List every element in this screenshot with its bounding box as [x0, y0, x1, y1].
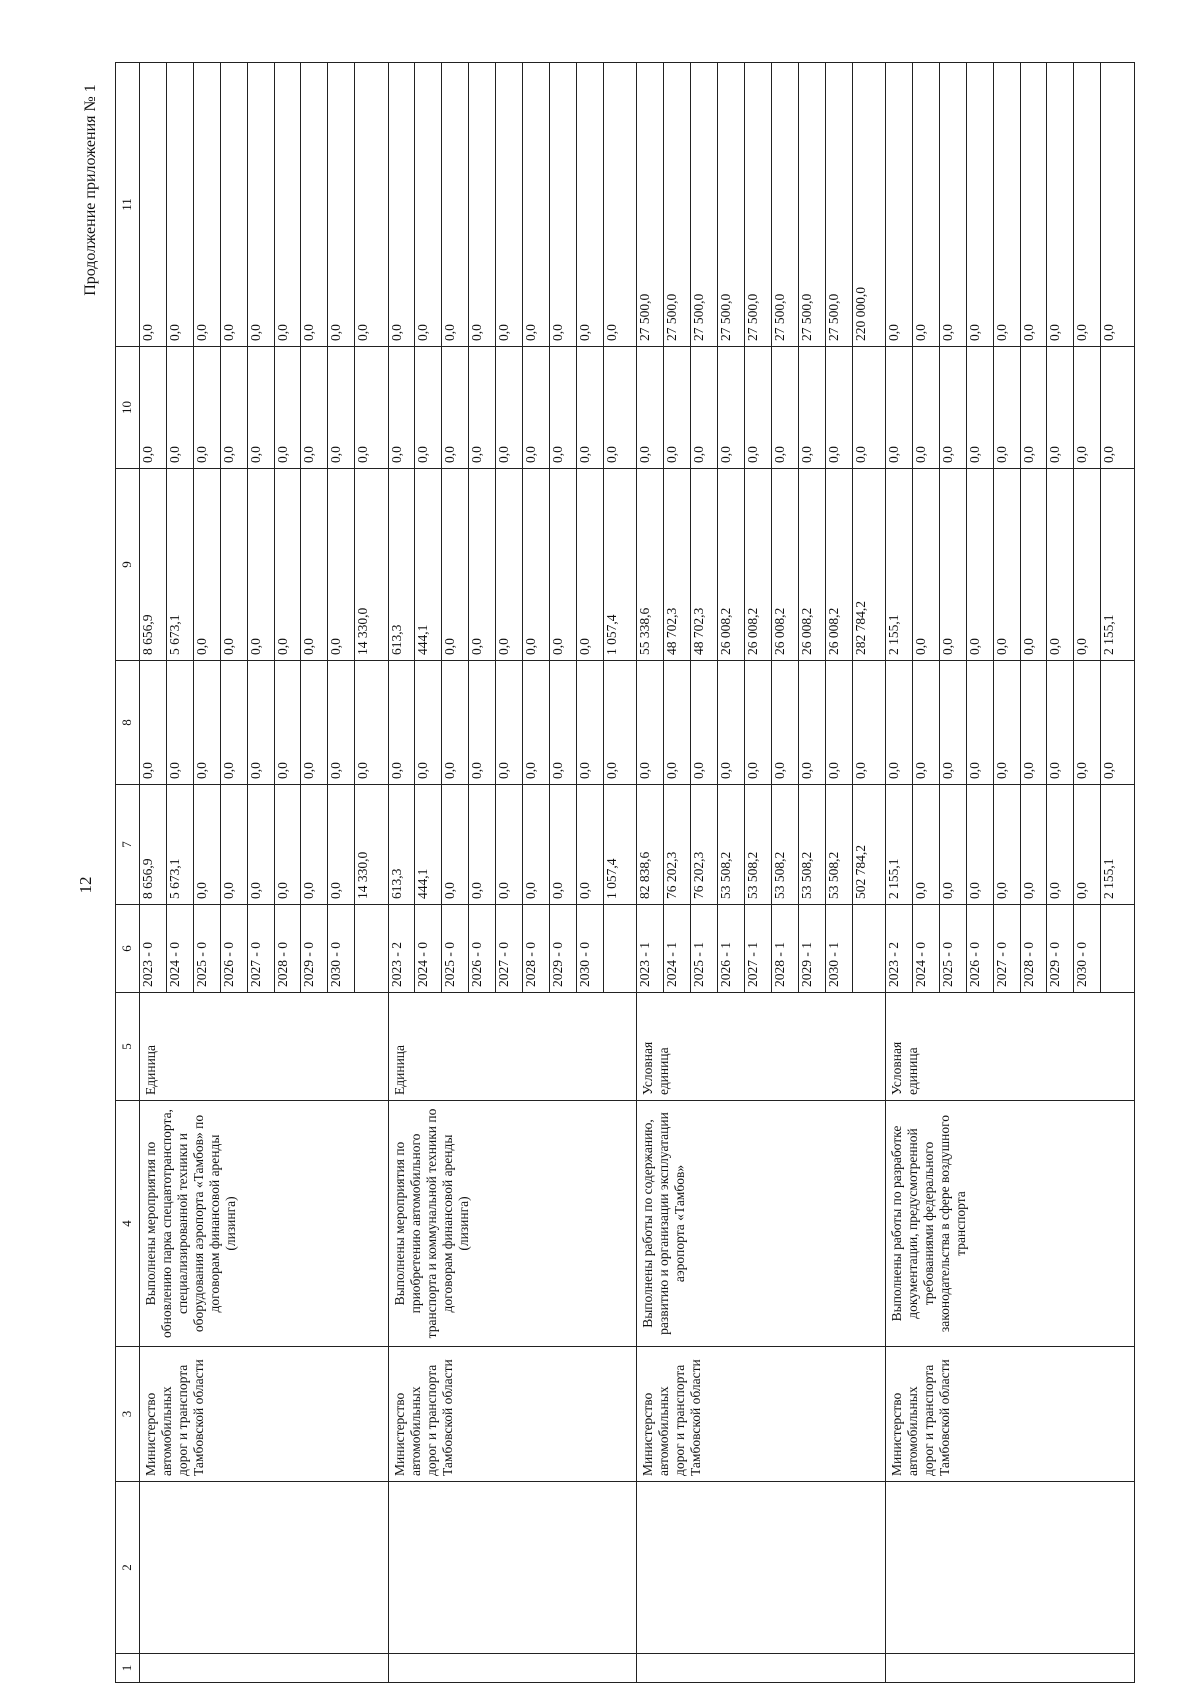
year-cell: 2025 - 0: [939, 905, 966, 993]
amount-cell: 0,0: [469, 661, 496, 785]
year-cell: 2030 - 1: [825, 905, 852, 993]
amount-cell: 0,0: [523, 661, 550, 785]
amount-cell: 0,0: [550, 661, 577, 785]
amount-cell: 0,0: [993, 785, 1020, 905]
amount-cell: 0,0: [1074, 661, 1101, 785]
amount-cell: 0,0: [328, 63, 355, 347]
amount-cell: 0,0: [301, 469, 328, 661]
total-amount-cell: 14 330,0: [355, 785, 388, 905]
amount-cell: 53 508,2: [825, 785, 852, 905]
amount-cell: 0,0: [577, 661, 604, 785]
amount-cell: 0,0: [274, 785, 301, 905]
amount-cell: 0,0: [328, 469, 355, 661]
amount-cell: 0,0: [247, 347, 274, 469]
amount-cell: 0,0: [301, 661, 328, 785]
year-cell: 2027 - 0: [993, 905, 1020, 993]
year-cell: 2025 - 1: [691, 905, 718, 993]
table-row: [139, 63, 166, 1683]
amount-cell: 0,0: [771, 347, 798, 469]
amount-cell: 26 008,2: [717, 469, 744, 661]
amount-cell: 0,0: [274, 63, 301, 347]
column-number-cell: 4: [116, 1101, 140, 1347]
amount-cell: 0,0: [469, 347, 496, 469]
amount-cell: 0,0: [577, 469, 604, 661]
year-cell: 2030 - 0: [577, 905, 604, 993]
amount-cell: 0,0: [1047, 469, 1074, 661]
amount-cell: 0,0: [496, 469, 523, 661]
amount-cell: 0,0: [966, 785, 993, 905]
amount-cell: 0,0: [328, 347, 355, 469]
amount-cell: 0,0: [274, 469, 301, 661]
year-cell: 2025 - 0: [193, 905, 220, 993]
amount-cell: 0,0: [577, 785, 604, 905]
amount-cell: 82 838,6: [637, 785, 664, 905]
amount-cell: 0,0: [274, 661, 301, 785]
amount-cell: 0,0: [993, 469, 1020, 661]
result-cell: Выполнены работы по содержанию, развитию и организации эксплуатации аэропорта «Тамбов»: [637, 1101, 886, 1347]
amount-cell: 0,0: [220, 63, 247, 347]
amount-cell: 0,0: [523, 785, 550, 905]
year-cell: 2030 - 0: [1074, 905, 1101, 993]
amount-cell: 0,0: [550, 785, 577, 905]
amount-cell: 27 500,0: [637, 63, 664, 347]
amount-cell: 0,0: [523, 63, 550, 347]
group-label-cell: [388, 1482, 637, 1654]
total-amount-cell: 0,0: [852, 347, 885, 469]
group-number-cell: [637, 1654, 886, 1683]
amount-cell: 2 155,1: [885, 785, 912, 905]
year-cell: 2030 - 0: [328, 905, 355, 993]
amount-cell: 26 008,2: [744, 469, 771, 661]
amount-cell: 0,0: [664, 347, 691, 469]
year-cell: 2029 - 0: [550, 905, 577, 993]
appendix-caption: Продолжение приложения № 1: [82, 84, 99, 296]
year-cell: 2025 - 0: [442, 905, 469, 993]
unit-cell: Единица: [139, 993, 388, 1101]
year-cell: 2029 - 0: [301, 905, 328, 993]
result-cell: Выполнены мероприятия по обновлению парка спецавтотранспорта, специализированной техники и оборудования аэропорта «Тамбов» по договорам финансовой аренды (лизинга): [139, 1101, 388, 1347]
amount-cell: 0,0: [166, 63, 193, 347]
result-cell: Выполнены работы по разработке документации, предусмотренной требованиями федерального законодательства в сфере воздушного транспорта: [885, 1101, 1134, 1347]
amount-cell: 0,0: [966, 469, 993, 661]
amount-cell: 0,0: [388, 661, 415, 785]
amount-cell: 0,0: [1074, 469, 1101, 661]
amount-cell: 0,0: [637, 347, 664, 469]
amount-cell: 0,0: [247, 63, 274, 347]
amount-cell: 0,0: [939, 661, 966, 785]
amount-cell: 0,0: [691, 661, 718, 785]
amount-cell: 0,0: [744, 661, 771, 785]
amount-cell: 26 008,2: [798, 469, 825, 661]
amount-cell: 5 673,1: [166, 785, 193, 905]
amount-cell: 0,0: [469, 63, 496, 347]
amount-cell: 0,0: [798, 347, 825, 469]
amount-cell: 27 500,0: [717, 63, 744, 347]
amount-cell: 0,0: [966, 63, 993, 347]
amount-cell: 613,3: [388, 469, 415, 661]
year-cell: 2027 - 0: [496, 905, 523, 993]
total-amount-cell: 0,0: [1101, 661, 1135, 785]
amount-cell: 0,0: [193, 347, 220, 469]
amount-cell: 0,0: [274, 347, 301, 469]
amount-cell: 0,0: [1074, 63, 1101, 347]
amount-cell: 0,0: [1020, 785, 1047, 905]
amount-cell: 53 508,2: [771, 785, 798, 905]
year-cell: 2027 - 0: [247, 905, 274, 993]
column-number-cell: 9: [116, 469, 140, 661]
total-amount-cell: 0,0: [1101, 63, 1135, 347]
total-amount-cell: 0,0: [604, 347, 637, 469]
amount-cell: 27 500,0: [744, 63, 771, 347]
year-cell: 2028 - 0: [523, 905, 550, 993]
amount-cell: 0,0: [496, 347, 523, 469]
amount-cell: 0,0: [496, 63, 523, 347]
amount-cell: 0,0: [825, 661, 852, 785]
amount-cell: 0,0: [771, 661, 798, 785]
amount-cell: 0,0: [523, 347, 550, 469]
amount-cell: 0,0: [717, 347, 744, 469]
total-amount-cell: 502 784,2: [852, 785, 885, 905]
year-cell: 2029 - 0: [1047, 905, 1074, 993]
amount-cell: 0,0: [691, 347, 718, 469]
amount-cell: 8 656,9: [139, 469, 166, 661]
amount-cell: 8 656,9: [139, 785, 166, 905]
total-amount-cell: 0,0: [355, 63, 388, 347]
total-label-cell: [355, 905, 388, 993]
year-cell: 2023 - 2: [885, 905, 912, 993]
total-label-cell: [852, 905, 885, 993]
amount-cell: 0,0: [139, 63, 166, 347]
amount-cell: 0,0: [939, 785, 966, 905]
total-amount-cell: 2 155,1: [1101, 469, 1135, 661]
amount-cell: 0,0: [139, 347, 166, 469]
amount-cell: 0,0: [415, 661, 442, 785]
amount-cell: 444,1: [415, 785, 442, 905]
unit-cell: Единица: [388, 993, 637, 1101]
amount-cell: 0,0: [912, 785, 939, 905]
group-label-cell: [139, 1482, 388, 1654]
amount-cell: 0,0: [328, 785, 355, 905]
group-number-cell: [388, 1654, 637, 1683]
column-number-cell: 2: [116, 1482, 140, 1654]
table-row: [885, 63, 912, 1683]
amount-cell: 0,0: [939, 469, 966, 661]
year-cell: 2026 - 0: [966, 905, 993, 993]
amount-cell: 26 008,2: [771, 469, 798, 661]
amount-cell: 26 008,2: [825, 469, 852, 661]
total-amount-cell: 14 330,0: [355, 469, 388, 661]
amount-cell: 27 500,0: [771, 63, 798, 347]
amount-cell: 0,0: [1020, 63, 1047, 347]
total-amount-cell: 1 057,4: [604, 785, 637, 905]
amount-cell: 0,0: [885, 63, 912, 347]
amount-cell: 0,0: [550, 63, 577, 347]
amount-cell: 0,0: [193, 469, 220, 661]
amount-cell: 0,0: [301, 347, 328, 469]
amount-cell: 0,0: [301, 63, 328, 347]
amount-cell: 0,0: [442, 347, 469, 469]
year-cell: 2024 - 0: [166, 905, 193, 993]
unit-cell: Условная единица: [637, 993, 886, 1101]
year-cell: 2029 - 1: [798, 905, 825, 993]
amount-cell: 0,0: [798, 661, 825, 785]
amount-cell: 0,0: [577, 63, 604, 347]
year-cell: 2023 - 2: [388, 905, 415, 993]
amount-cell: 0,0: [166, 347, 193, 469]
amount-cell: 0,0: [664, 661, 691, 785]
year-cell: 2027 - 1: [744, 905, 771, 993]
column-number-cell: 7: [116, 785, 140, 905]
table-row: [637, 63, 664, 1683]
year-cell: 2024 - 1: [664, 905, 691, 993]
year-cell: 2023 - 1: [637, 905, 664, 993]
amount-cell: 27 500,0: [691, 63, 718, 347]
total-amount-cell: 1 057,4: [604, 469, 637, 661]
amount-cell: 0,0: [193, 785, 220, 905]
program-table: [115, 62, 1135, 1683]
amount-cell: 53 508,2: [798, 785, 825, 905]
amount-cell: 613,3: [388, 785, 415, 905]
amount-cell: 0,0: [193, 661, 220, 785]
amount-cell: 0,0: [744, 347, 771, 469]
amount-cell: 0,0: [1047, 785, 1074, 905]
year-cell: 2026 - 0: [469, 905, 496, 993]
year-cell: 2023 - 0: [139, 905, 166, 993]
amount-cell: 0,0: [301, 785, 328, 905]
amount-cell: 0,0: [1047, 347, 1074, 469]
total-amount-cell: 0,0: [852, 661, 885, 785]
column-number-cell: 10: [116, 347, 140, 469]
year-cell: 2026 - 1: [717, 905, 744, 993]
column-number-cell: 5: [116, 993, 140, 1101]
amount-cell: 0,0: [939, 63, 966, 347]
amount-cell: 0,0: [220, 347, 247, 469]
amount-cell: 0,0: [550, 469, 577, 661]
year-cell: 2024 - 0: [912, 905, 939, 993]
year-cell: 2024 - 0: [415, 905, 442, 993]
amount-cell: 0,0: [912, 347, 939, 469]
amount-cell: 48 702,3: [664, 469, 691, 661]
group-number-cell: [885, 1654, 1134, 1683]
agency-cell: Министерство автомобильных дорог и транспорта Тамбовской области: [885, 1347, 1134, 1482]
result-cell: Выполнены мероприятия по приобретению автомобильного транспорта и коммунальной техники по договорам финансовой аренды (лизинга): [388, 1101, 637, 1347]
year-cell: 2026 - 0: [220, 905, 247, 993]
amount-cell: 0,0: [469, 469, 496, 661]
amount-cell: 0,0: [220, 785, 247, 905]
amount-cell: 0,0: [885, 347, 912, 469]
amount-cell: 0,0: [328, 661, 355, 785]
total-amount-cell: 0,0: [355, 661, 388, 785]
amount-cell: 0,0: [220, 469, 247, 661]
column-number-cell: 8: [116, 661, 140, 785]
amount-cell: 0,0: [1020, 469, 1047, 661]
agency-cell: Министерство автомобильных дорог и транспорта Тамбовской области: [637, 1347, 886, 1482]
amount-cell: 53 508,2: [717, 785, 744, 905]
amount-cell: 0,0: [166, 661, 193, 785]
amount-cell: 27 500,0: [664, 63, 691, 347]
amount-cell: 0,0: [442, 63, 469, 347]
amount-cell: 0,0: [912, 661, 939, 785]
amount-cell: 0,0: [415, 63, 442, 347]
total-amount-cell: 220 000,0: [852, 63, 885, 347]
amount-cell: 0,0: [912, 63, 939, 347]
amount-cell: 76 202,3: [664, 785, 691, 905]
total-label-cell: [1101, 905, 1135, 993]
amount-cell: 53 508,2: [744, 785, 771, 905]
agency-cell: Министерство автомобильных дорог и транспорта Тамбовской области: [139, 1347, 388, 1482]
amount-cell: 0,0: [717, 661, 744, 785]
total-amount-cell: 282 784,2: [852, 469, 885, 661]
amount-cell: 0,0: [1047, 63, 1074, 347]
total-amount-cell: 0,0: [1101, 347, 1135, 469]
amount-cell: 0,0: [825, 347, 852, 469]
amount-cell: 27 500,0: [798, 63, 825, 347]
column-number-cell: 6: [116, 905, 140, 993]
amount-cell: 0,0: [469, 785, 496, 905]
total-amount-cell: 0,0: [604, 63, 637, 347]
amount-cell: 0,0: [1074, 347, 1101, 469]
amount-cell: 55 338,6: [637, 469, 664, 661]
year-cell: 2028 - 0: [1020, 905, 1047, 993]
amount-cell: 0,0: [388, 63, 415, 347]
group-label-cell: [885, 1482, 1134, 1654]
total-amount-cell: 2 155,1: [1101, 785, 1135, 905]
amount-cell: 0,0: [1020, 661, 1047, 785]
total-amount-cell: 0,0: [604, 661, 637, 785]
amount-cell: 0,0: [993, 63, 1020, 347]
amount-cell: 0,0: [415, 347, 442, 469]
amount-cell: 0,0: [442, 785, 469, 905]
table-row: [388, 63, 415, 1683]
amount-cell: 48 702,3: [691, 469, 718, 661]
column-number-cell: 11: [116, 63, 140, 347]
unit-cell: Условная единица: [885, 993, 1134, 1101]
amount-cell: 0,0: [388, 347, 415, 469]
amount-cell: 0,0: [523, 469, 550, 661]
total-label-cell: [604, 905, 637, 993]
amount-cell: 0,0: [496, 785, 523, 905]
amount-cell: 0,0: [993, 661, 1020, 785]
header-row: [116, 63, 140, 1683]
agency-cell: Министерство автомобильных дорог и транспорта Тамбовской области: [388, 1347, 637, 1482]
amount-cell: 0,0: [550, 347, 577, 469]
amount-cell: 0,0: [912, 469, 939, 661]
amount-cell: 0,0: [247, 661, 274, 785]
amount-cell: 27 500,0: [825, 63, 852, 347]
year-cell: 2028 - 0: [274, 905, 301, 993]
amount-cell: 0,0: [220, 661, 247, 785]
amount-cell: 0,0: [1047, 661, 1074, 785]
amount-cell: 0,0: [496, 661, 523, 785]
year-cell: 2028 - 1: [771, 905, 798, 993]
amount-cell: 5 673,1: [166, 469, 193, 661]
column-number-cell: 1: [116, 1654, 140, 1683]
group-label-cell: [637, 1482, 886, 1654]
page-number: 12: [76, 876, 95, 894]
column-number-cell: 3: [116, 1347, 140, 1482]
amount-cell: 0,0: [1020, 347, 1047, 469]
amount-cell: 0,0: [247, 785, 274, 905]
amount-cell: 0,0: [1074, 785, 1101, 905]
amount-cell: 0,0: [939, 347, 966, 469]
amount-cell: 0,0: [442, 469, 469, 661]
group-number-cell: [139, 1654, 388, 1683]
amount-cell: 0,0: [193, 63, 220, 347]
amount-cell: 0,0: [247, 469, 274, 661]
total-amount-cell: 0,0: [355, 347, 388, 469]
amount-cell: 76 202,3: [691, 785, 718, 905]
amount-cell: 0,0: [966, 347, 993, 469]
amount-cell: 0,0: [577, 347, 604, 469]
amount-cell: 0,0: [966, 661, 993, 785]
amount-cell: 0,0: [885, 661, 912, 785]
amount-cell: 0,0: [139, 661, 166, 785]
amount-cell: 444,1: [415, 469, 442, 661]
amount-cell: 0,0: [993, 347, 1020, 469]
amount-cell: 2 155,1: [885, 469, 912, 661]
rotated-table-container: [115, 63, 1135, 1683]
amount-cell: 0,0: [442, 661, 469, 785]
amount-cell: 0,0: [637, 661, 664, 785]
